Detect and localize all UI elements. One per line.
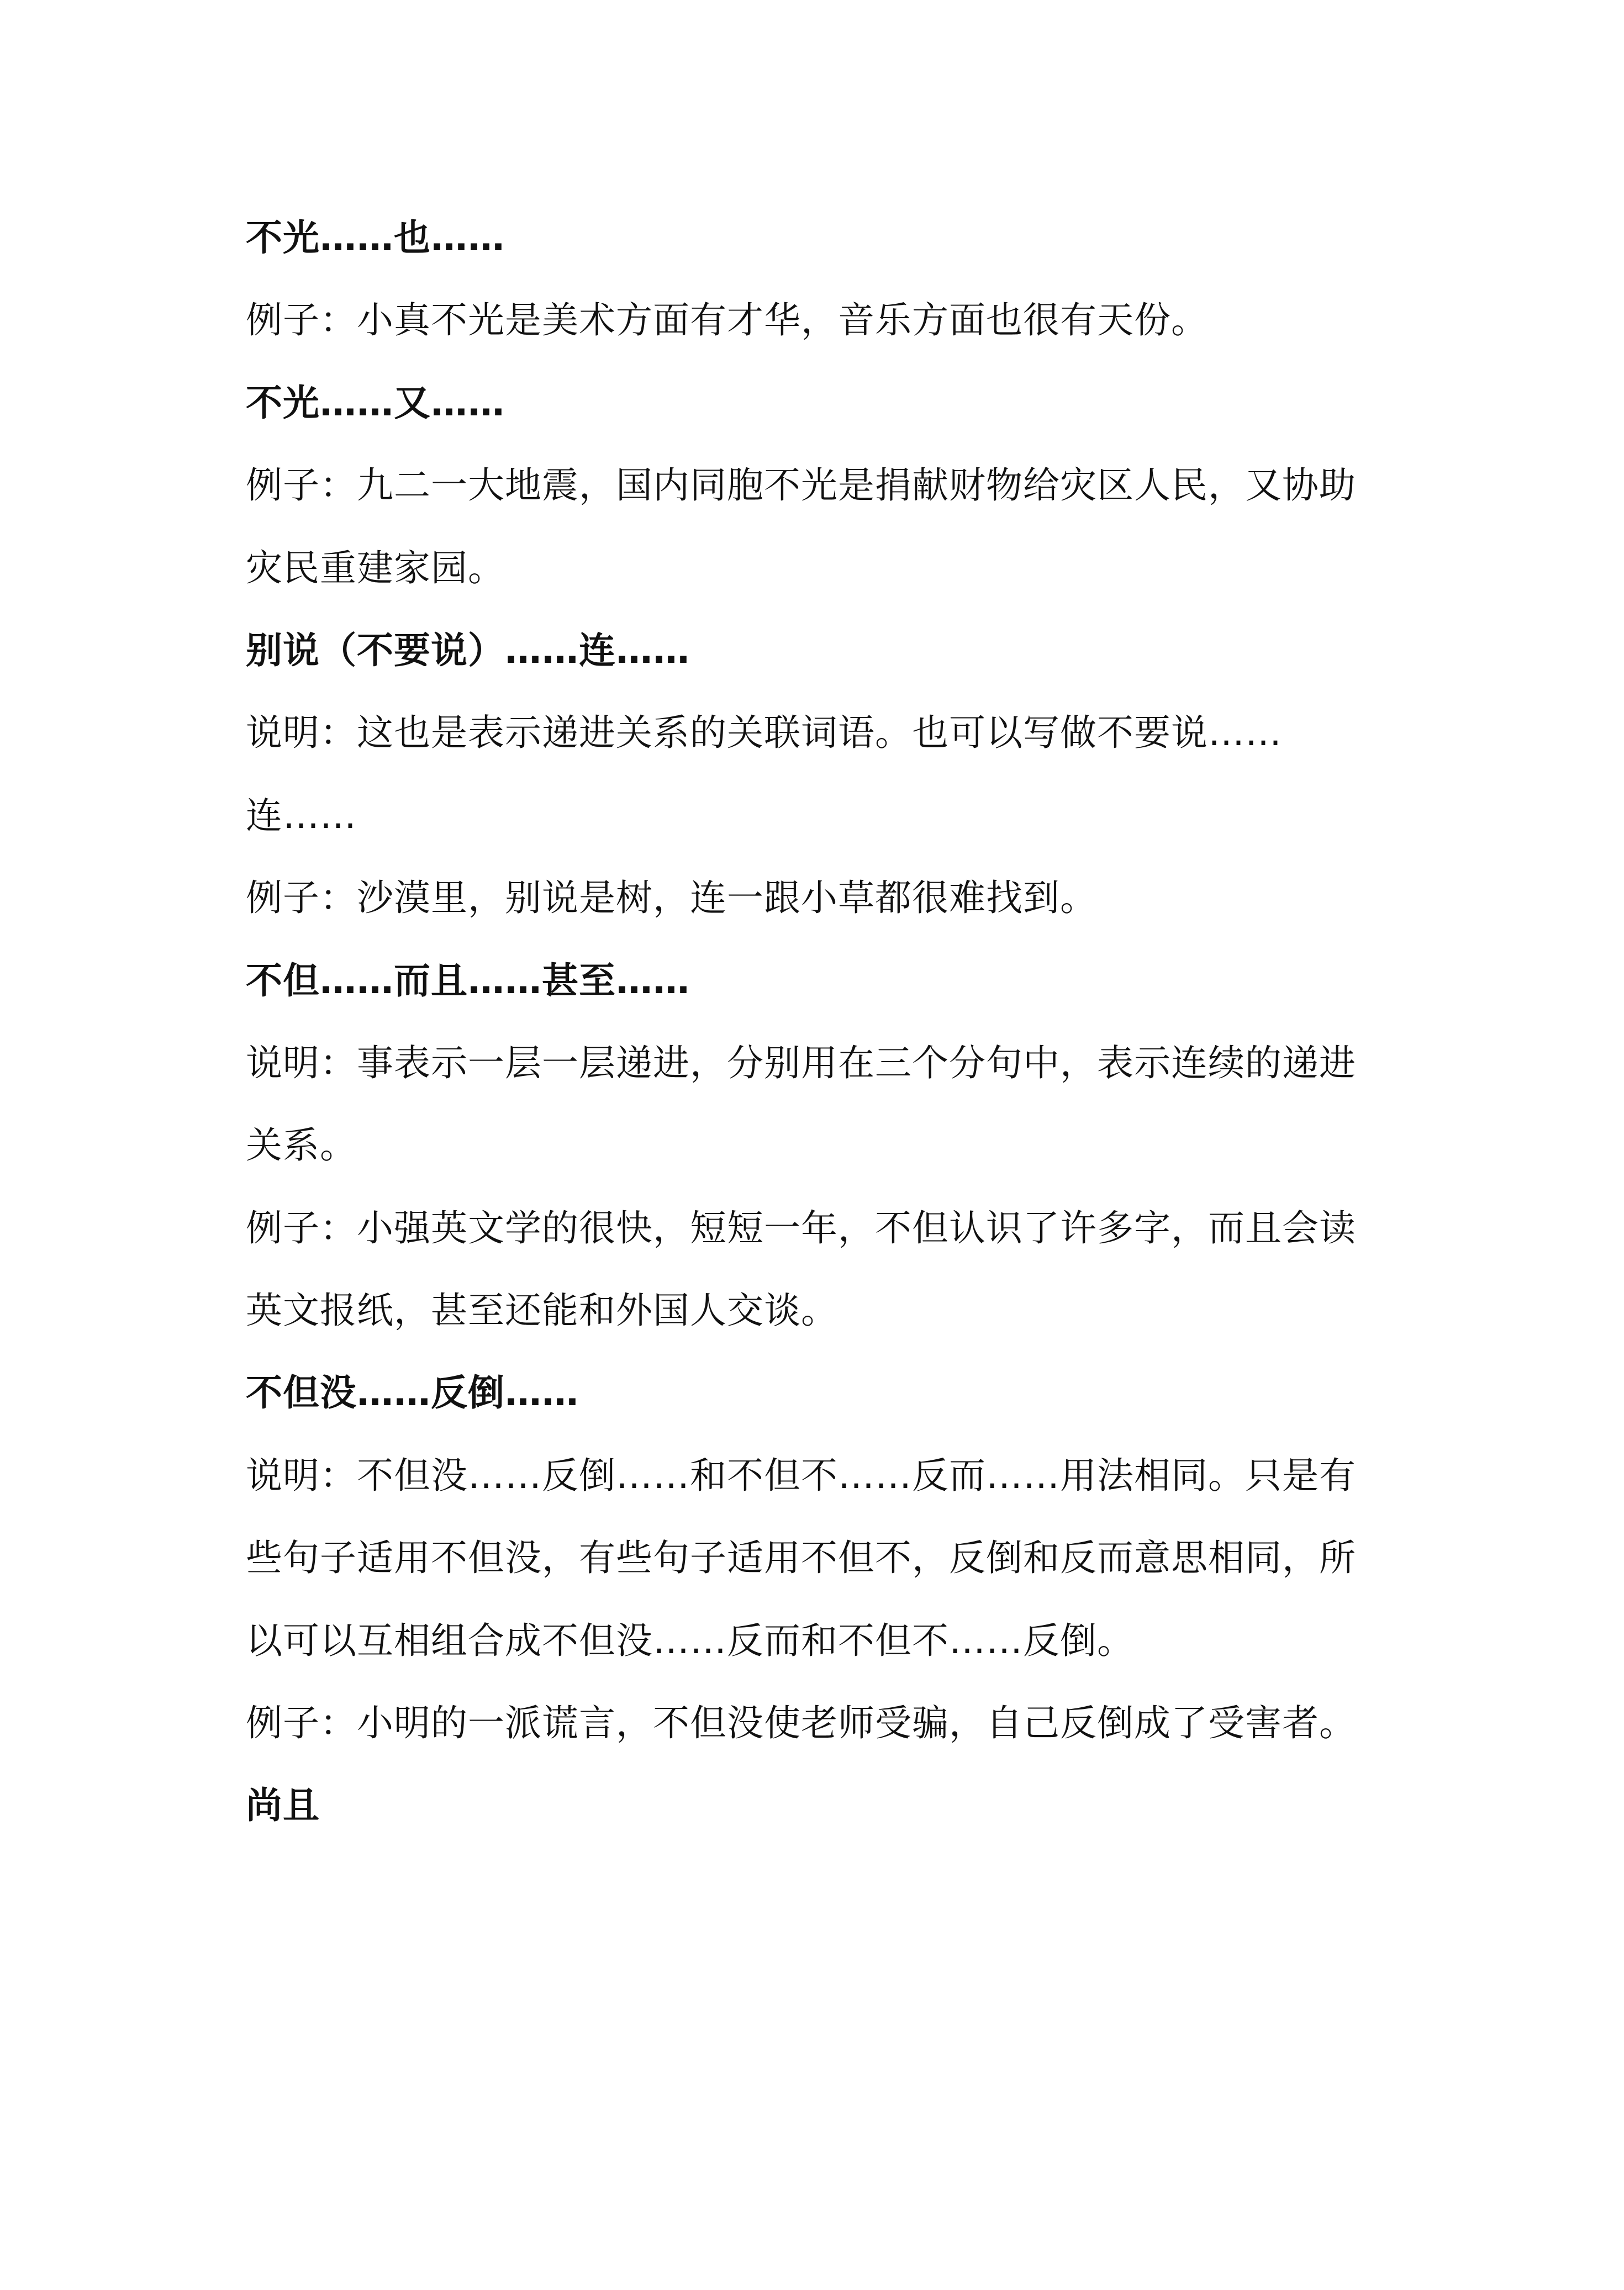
explanation-text-continued: 连…… (246, 794, 357, 837)
section-heading: 不但……而且……甚至…… (246, 959, 690, 1002)
example-text: 例子：小真不光是美术方面有才华，音乐方面也很有天份。 (246, 299, 1208, 342)
section-heading: 别说（不要说）……连…… (246, 629, 690, 672)
example-text: 例子：沙漠里，别说是树，连一跟小草都很难找到。 (246, 877, 1097, 920)
section-heading: 不光……又…… (246, 381, 505, 424)
example-text-continued: 灾民重建家园。 (246, 546, 505, 589)
section-bieshuo-lian (246, 609, 1384, 940)
section-buguang-ye (246, 197, 1384, 362)
explanation-text-continued: 些句子适用不但没，有些句子适用不但不，反倒和反而意思相同，所 (246, 1537, 1356, 1580)
section-heading: 不光……也…… (246, 217, 505, 259)
section-budan-erqie-shenzhi (246, 940, 1384, 1352)
explanation-text: 说明：不但没……反倒……和不但不……反而……用法相同。只是有 (246, 1454, 1356, 1497)
section-heading: 尚且 (246, 1784, 320, 1827)
example-text: 例子：九二一大地震，国内同胞不光是捐献财物给灾区人民，又协助 (246, 464, 1356, 507)
explanation-text: 说明：事表示一层一层递进，分别用在三个分句中，表示连续的递进 (246, 1041, 1356, 1084)
example-text: 例子：小强英文学的很快，短短一年，不但认识了许多字，而且会读 (246, 1206, 1356, 1249)
section-buguang-you (246, 362, 1384, 609)
example-text: 例子：小明的一派谎言，不但没使老师受骗，自己反倒成了受害者。 (246, 1702, 1356, 1745)
explanation-text-continued: 以可以互相组合成不但没……反而和不但不……反倒。 (246, 1619, 1134, 1662)
document-page (246, 197, 1384, 1847)
explanation-text-continued: 关系。 (246, 1124, 357, 1167)
section-budanmei-fandao (246, 1352, 1384, 1764)
section-heading: 不但没……反倒…… (246, 1371, 579, 1415)
section-shangqie (246, 1764, 1384, 1846)
example-text-continued: 英文报纸，甚至还能和外国人交谈。 (246, 1289, 838, 1332)
explanation-text: 说明：这也是表示递进关系的关联词语。也可以写做不要说…… (246, 711, 1282, 754)
